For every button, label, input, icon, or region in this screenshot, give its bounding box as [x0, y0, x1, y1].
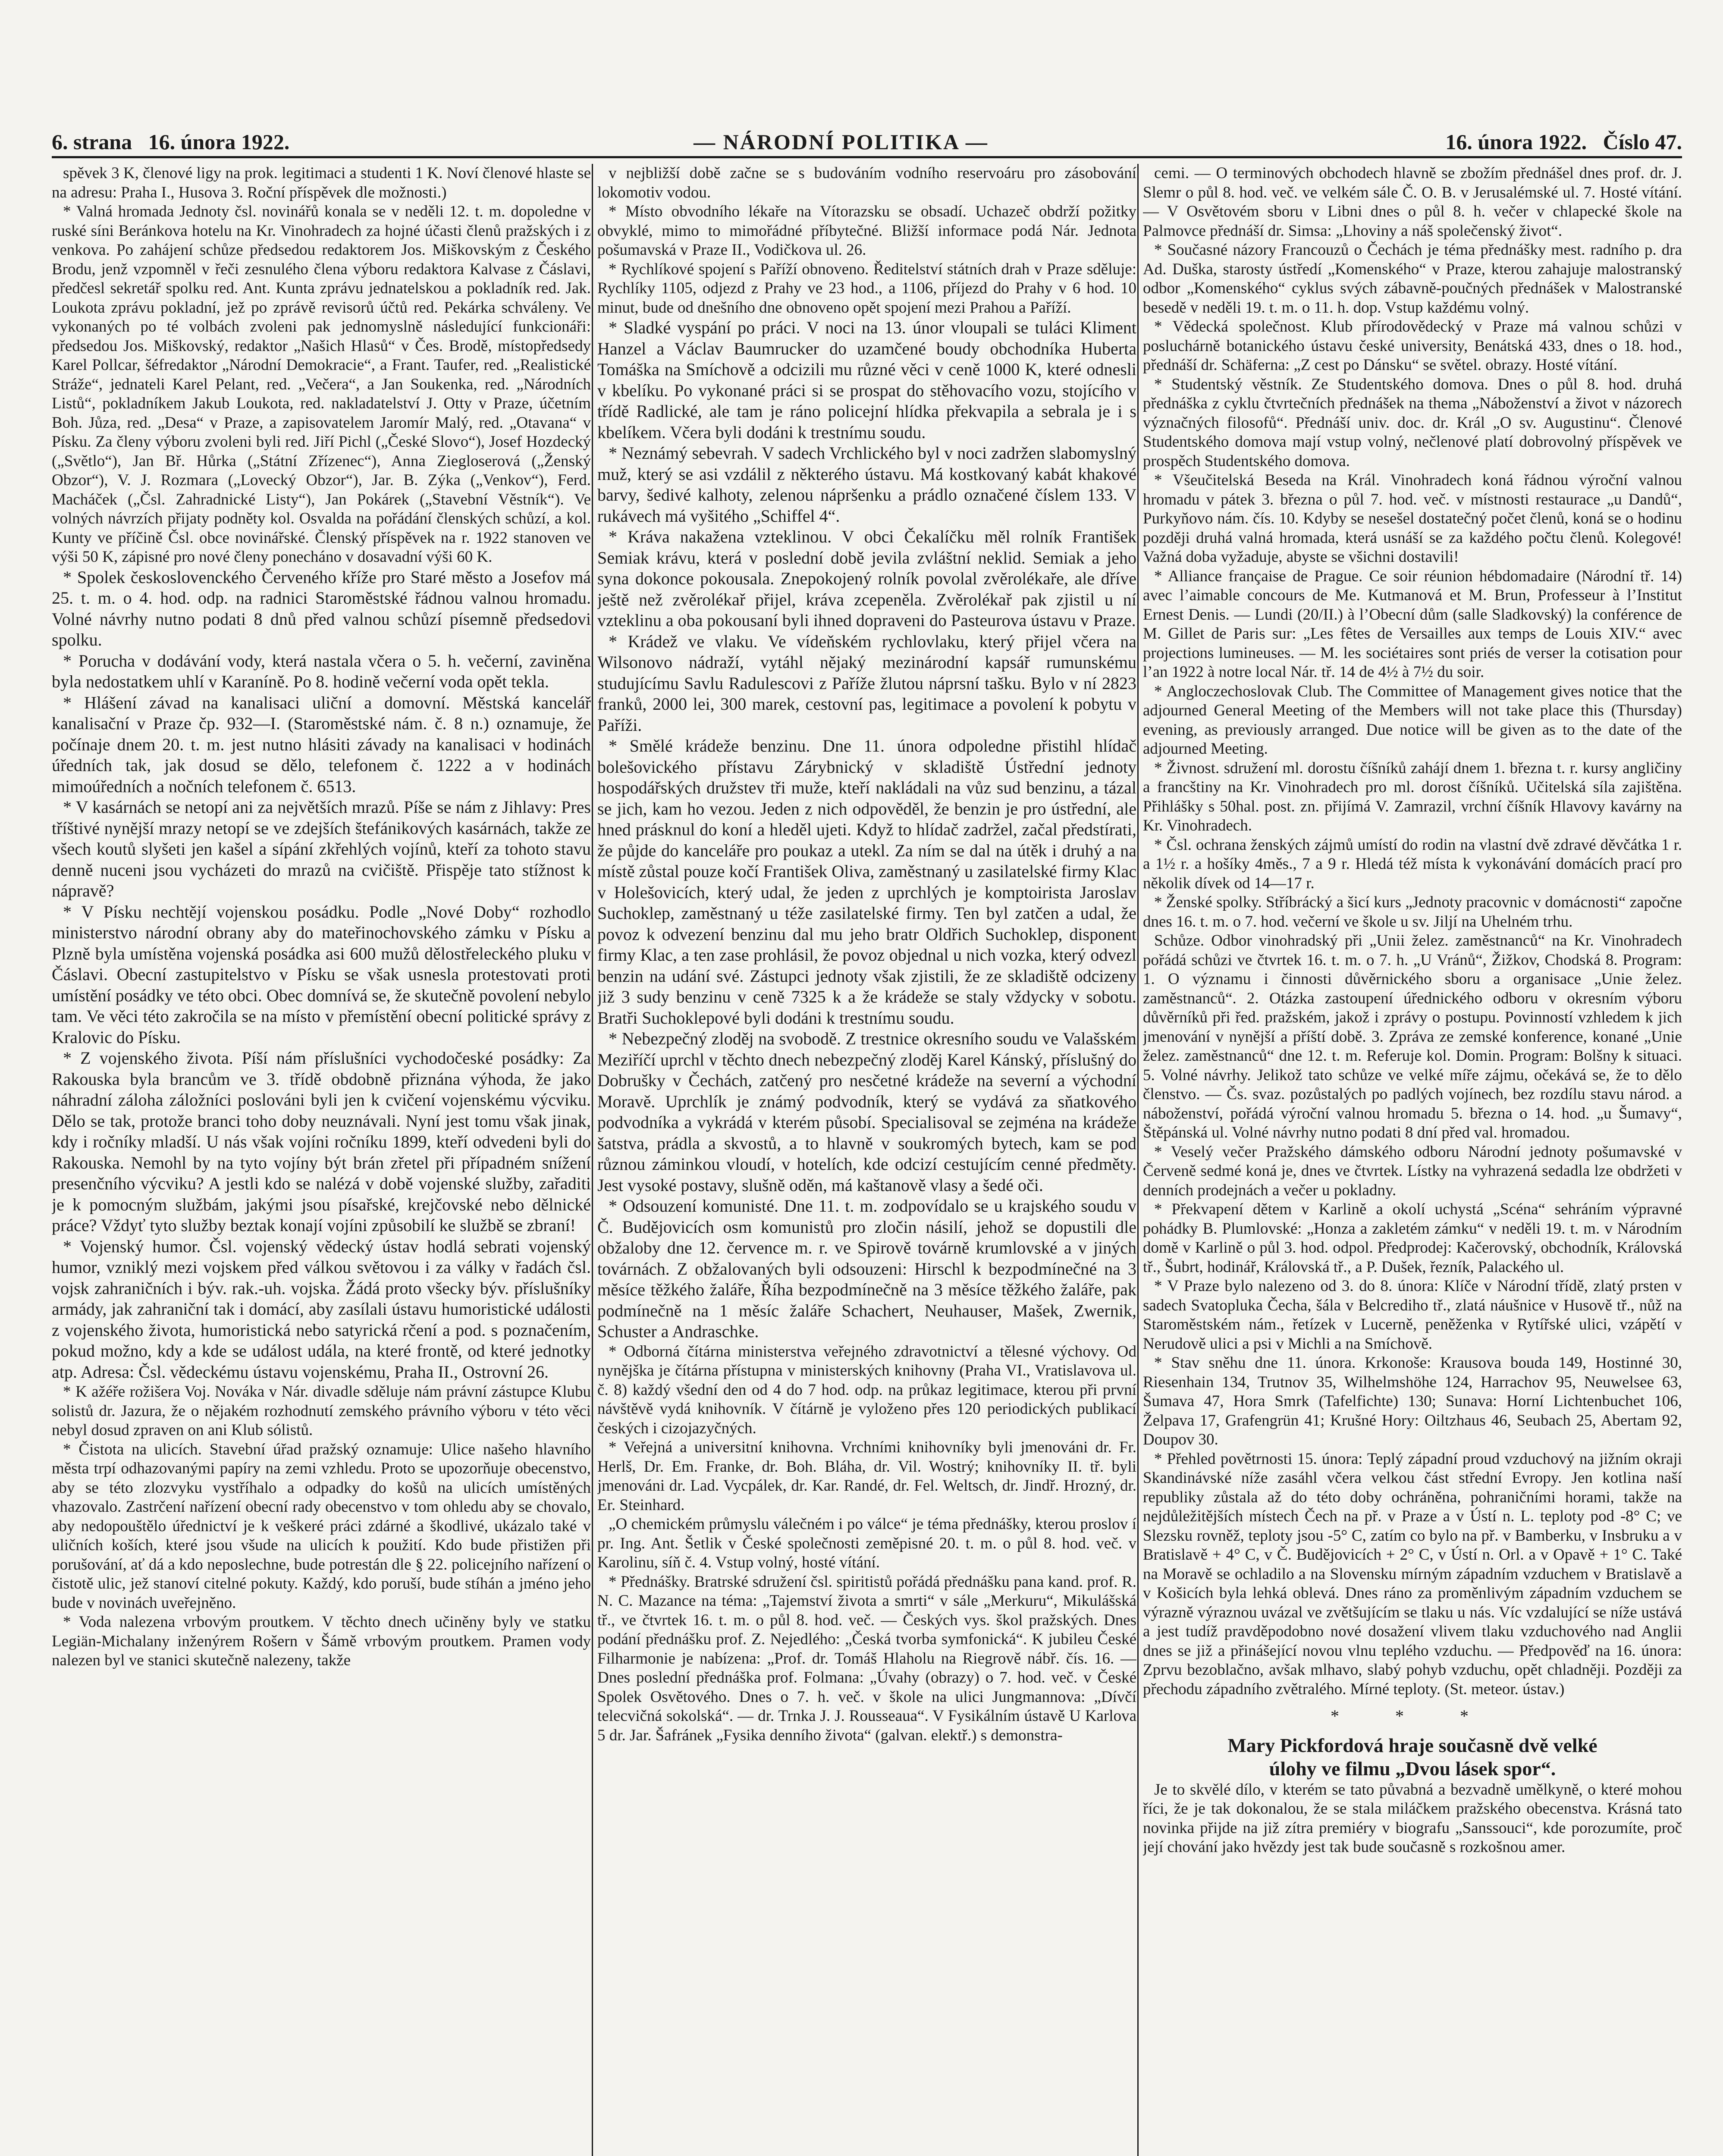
- article-paragraph: * Sladké vyspání po práci. V noci na 13. únor vloupali se tuláci Kliment Hanzel a Václav Baumrucker do uzamčené boudy obchodníka Huberta Tomáška na Smíchově a odcizili mu různé věci v ceně 1000 K, které odnesli v kbelíku. Po vykonané práci si se prospat do stěhovacího vozu, stojícího v třídě Radlické, ale tam je ráno policejní hlídka překvapila a sebrala je i s kbelíkem. Včera byli dodáni k trestnímu soudu.: [597, 318, 1136, 442]
- article-paragraph: * Stav sněhu dne 11. února. Krkonoše: Krausova bouda 149, Hostinné 30, Riesenhain 134, Trutnov 35, Wilhelmshöhe 124, Harrachov 95, Neuwelsee 63, Šumava 47, Hora Smrk (Tafelfichte) 130; Sunava: Horní Lichtenbuchet 106, Želpava 17, Grafengrün 41; Krušné Hory: Oiltzhaus 46, Seubach 25, Abertam 92, Doupov 30.: [1143, 1354, 1682, 1448]
- article-paragraph: * Čistota na ulicích. Stavební úřad pražský oznamuje: Ulice našeho hlavního města trpí odhazovanými papíry na zemi vzhledu. Proto se upozorňuje obecenstvo, aby se této zlozvyku vystříhalo a odpadky do košů na ulicích umístěných vhazovalo. Zastrčení nařízení obecní rady obecenstvo v tom ohledu aby se chovalo, aby nedopouštělo úřednictví je k veškeré práci zdárné a škodlivé, ukázalo také v uličních koších, které jsou všude na ulicích k použití. Kdo bude přistižen při porušování, ať dá a kdo neposlechne, bude potrestán dle § 22. policejního nařízení o čistotě ulic, jež stanoví citelné pokuty. Každý, kdo poruší, bude stíhán a jméno jeho bude v novinách uveřejněno.: [52, 1440, 591, 1612]
- article-paragraph: * Překvapení dětem v Karlině a okolí uchystá „Scéna“ sehráním výpravné pohádky B. Plumlovské: „Honza a zakletém zámku“ v neděli 19. t. m. v Národním domě v Karlině o půl 3. hod. odpol. Předprodej: Kačerovský, obchodník, Královská tř., Šubrt, hodinář, Královská tř., a P. Dušek, řezník, Palackého ul.: [1143, 1200, 1682, 1276]
- article-paragraph: * Přednášky. Bratrské sdružení čsl. spiritistů pořádá přednášku pana kand. prof. R. N. C. Mazance na téma: „Tajemství života a smrti“ v sále „Merkuru“, Mikulášská tř., ve čtvrtek 16. t. m. o půl 8. hod. več. — Českých vys. škol pražských. Dnes podání přednášku prof. Z. Nejedlého: „Česká tvorba symfonická“. K jubileu České Filharmonie je nabízena: „Prof. dr. Tomáš Hlaholu na Riegrově nábř. čís. 16. — Dnes poslední přednáška prof. Folmana: „Úvahy (obrazy) o 7. hod. več. v České Spolek Osvětového. Dnes o 7. h. več. v škole na ulici Jungmannova: „Dívčí telecvičná sokolská“. — dr. Trnka J. J. Rousseaua“. V Fysikálním ústavě U Karlova 5 dr. Jar. Šafránek „Fysika denního života“ (galvan. elektř.) s demonstra-: [597, 1573, 1136, 1744]
- article-paragraph: * Smělé krádeže benzinu. Dne 11. února odpoledne přistihl hlídač bolešovického přístavu Zárybnický v skladiště Ústřední jednoty hospodářských družstev tři muže, kteří nakládali na vůz sud benzinu, a tázal se jich, kam ho vezou. Jeden z nich odpověděl, že benzin je pro ústřední, ale hned prásknul do koní a hleděl ujeti. Když to hlídač zadržel, začal předstírati, že půjde do kanceláře pro poukaz a utekl. Za ním se dal na útěk i druhý a na místě zůstal pouze kočí František Oliva, zaměstnaný u zasilatelské firmy Klac v Holešovicích, který udal, že jeden z uprchlých je komptoirista Jaroslav Suchoklep, zaměstnaný u téže zasilatelské firmy. Ten byl zatčen a udal, že povoz k odvezení benzinu dal mu jeho bratr Oldřich Suchoklep, disponent firmy Klac, a ten zase prohlásil, že povoz objednal u nich vozka, který odvezl benzin na udání své. Zástupci jednoty však zjistili, že ze skladiště odcizeny již 3 sudy benzinu v ceně 7325 k a že krádeže se staly vždycky v sobotu. Bratři Suchoklepové byli dodáni k trestnímu soudu.: [597, 736, 1136, 1028]
- article-paragraph: * Živnost. sdružení ml. dorostu číšníků zahájí dnem 1. března t. r. kursy angličiny a francštiny na Kr. Vinohradech pro ml. dorost číšníků. Učitelská síla zajištěna. Přihlášky s 50hal. post. zn. přijímá V. Zamrazil, vrchní číšník Hlavovy kavárny na Kr. Vinohradech.: [1143, 759, 1682, 834]
- article-paragraph: * Alliance française de Prague. Ce soir réunion hébdomadaire (Národní tř. 14) avec l’aimable concours de Me. Kutmanová et M. Brun, Professeur à l’Institut Ernest Denis. — Lundi (20/II.) à l’Obecní dům (salle Sladkovský) la conférence de M. Gillet de Paris sur: „Les fêtes de Versailles aux temps de Louis XIV.“ avec projections lumineuses. — M. les sociétaires sont priés de verser la cotisation pour l’an 1922 à notre local Nár. tř. 14 de 4½ à 7½ du soir.: [1143, 567, 1682, 681]
- article-paragraph: * Odborná čítárna ministerstva veřejného zdravotnictví a tělesné výchovy. Od nynějška je čítárna přístupna v ministerských knihovny (Praha VI., Vratislavova ul. č. 8) každý všední den od 4 do 7 hod. odp. na průkaz legitimace, kterou při první návštěvě vydá knihovník. V čítárně je vyloženo přes 120 periodických publikací českých i cizojazyčných.: [597, 1342, 1136, 1437]
- column-3: [1143, 164, 1682, 2156]
- newspaper-title: — NÁRODNÍ POLITIKA —: [694, 130, 989, 154]
- article-paragraph: * V kasárnách se netopí ani za největších mrazů. Píše se nám z Jihlavy: Pres tříštivé nynější mrazy netopí se ve zdejších štefánikových kasárnách, takže ze všech koutů slyšeti jen kašel a sípání zkřehlých vojínů, kteří za tohoto stavu denně nuceni jsou vycházeti do mrazů na cvičiště. Přispěje tato stížnost k nápravě?: [52, 797, 591, 900]
- column-divider-2: [1137, 164, 1139, 2156]
- article-paragraph: „O chemickém průmyslu válečném i po válce“ je téma přednášky, kterou proslov í pr. Ing. Ant. Šetlik v České společnosti zeměpisné 20. t. m. o půl 8. hod. več. v Karolinu, síň č. 4. Vstup volný, hosté vítání.: [597, 1515, 1136, 1571]
- column-1: [52, 164, 591, 2156]
- article-paragraph: * Porucha v dodávání vody, která nastala včera o 5. h. večerní, zaviněna byla nedostatkem uhlí v Karaníně. Po 8. hodině večerní voda opět tekla.: [52, 651, 591, 691]
- article-paragraph: * Hlášení závad na kanalisaci uliční a domovní. Městská kancelář kanalisační v Praze čp. 932—I. (Staroměstské nám. č. 8 n.) oznamuje, že počínaje dnem 20. t. m. jest nutno hlásiti závady na kanalisaci v hodinách úředních tak, jak dosud se dělo, telefonem č. 1222 a v hodinách mimoúředních a nočních telefonem č. 6513.: [52, 693, 591, 796]
- page-number: 6. strana: [52, 130, 132, 154]
- issue-number: Číslo 47.: [1603, 130, 1682, 154]
- article-paragraph: * Kráva nakažena vzteklinou. V obci Čekalíčku měl rolník František Semiak krávu, která v poslední době jevila zvláštní neklid. Semiak a jeho syna dokonce pokousala. Znepokojený rolník povolal zvěrolékaře, ale dříve ještě než zvěrolékař přijel, kráva zcepeněla. Zvěrolékař pak zjistil u ní vzteklinu a oba pokousaní byli ihned dopraveni do Pasteurova ústavu v Praze.: [597, 527, 1136, 630]
- article-paragraph: * Odsouzení komunisté. Dne 11. t. m. zodpovídalo se u krajského soudu v Č. Budějovicích osm komunistů pro zločin násilí, jehož se dopustili dle obžaloby dne 12. července m. r. ve Spirově továrně krumlovské a v jiných továrnách. Z obžalovaných byli odsouzeni: Hirschl k bezpodmínečné na 3 měsíce těžkého žaláře, Říha bezpodmínečně na 3 měsíce těžkého žaláře, pak podmínečně na 1 měsíc žaláře Schachert, Neuhauser, Mašek, Zwernik, Schuster a Andraschke.: [597, 1196, 1136, 1341]
- article-paragraph: * Voda nalezena vrbovým proutkem. V těchto dnech učiněny byly ve statku Legiän-Michalany inženýrem Rošern v Šámě vrbovým proutkem. Pramen vody nalezen byl ve stanici skutečně nalezeny, takže: [52, 1613, 591, 1669]
- article-paragraph: * Valná hromada Jednoty čsl. novinářů konala se v neděli 12. t. m. dopoledne v ruské síni Beránkova hotelu na Kr. Vinohradech za hojné účasti členů pražských i z venkova. Po zahájení schůze předsedou redaktorem Jos. Miškovským z Českého Brodu, jenž vzpomněl v řeči zesnulého člena výboru redaktora Kalvase z Čáslavi, předčesl sekretář spolku red. Ant. Kunta zprávu jednatelskou a pokladník red. Jak. Loukota zprávu pokladní, jež po zprávě revisorů účtů red. Pekárka schváleny. Ve vykonaných po té volbách zvoleni pak jednomyslně následující funkcionáři: předsedou Jos. Miškovský, redaktor „Našich Hlasů“ v Čes. Brodě, místopředsedy Karel Pollcar, šéfredaktor „Národní Demokracie“, a Frant. Taufer, red. „Realistické Stráže“, jednateli Karel Pelant, red. „Večera“, a Jan Soukenka, red. „Národních Listů“, pokladníkem Jakub Loukota, red. nakladatelství J. Otty v Praze, účetním Boh. Jůza, red. „Desa“ v Praze, a zapisovatelem Jaromír Malý, red. „Otavana“ v Písku. Za členy výboru zvoleni byli red. Jiří Pichl („České Slovo“), Josef Hozdecký („Světlo“), Jan Bř. Hůrka („Státní Zřízenec“), Anna Ziegloserová („Ženský Obzor“), V. J. Rozmara („Lovecký Obzor“), Jar. B. Zýka („Venkov“), Ferd. Macháček („Čsl. Zahradnické Listy“), Jan Pokárek („Stavební Věstník“). Ve volných návrzích přijaty podněty kol. Osvalda na pořádání členských schůzí, a kol. Kunty ve příčině Čsl. obce novinářské. Členský příspěvek na r. 1922 stanoven ve výši 50 K, zápisné pro nové členy ponecháno v dosavadní výši 60 K.: [52, 203, 591, 566]
- masthead-left: [52, 129, 289, 154]
- section-separator: * * *: [1331, 1706, 1494, 1726]
- article-paragraph: * Rychlíkové spojení s Paříží obnoveno. Ředitelství státních drah v Praze sděluje: Rychlíky 1105, odjezd z Prahy ve 23 hod., a 1106, příjezd do Prahy v 6 hod. 10 minut, bude od dnešního dne obnoveno opět spojení mezi Prahou a Paříží.: [597, 260, 1136, 317]
- column-divider-1: [592, 164, 593, 2156]
- article-paragraph: v nejbližší době začne se s budováním vodního reservoáru pro zásobování lokomotiv vodou.: [597, 164, 1136, 201]
- article-paragraph: * Angloczechoslovak Club. The Committee of Management gives notice that the adjourned General Meeting of the Members will not take place this (Thursday) evening, as previously arranged. Due notice will be given as to the date of the adjourned Meeting.: [1143, 682, 1682, 758]
- article-paragraph: * Ženské spolky. Stříbrácký a šicí kurs „Jednoty pracovnic v domácnosti“ započne dnes 16. t. m. o 7. hod. večerní ve škole u sv. Jiljí na Uhelném trhu.: [1143, 893, 1682, 931]
- masthead-rule: [52, 156, 1682, 158]
- article-paragraph: Schůze. Odbor vinohradský při „Unii želez. zaměstnanců“ na Kr. Vinohradech pořádá schůzi ve čtvrtek 16. t. m. o 7. h. „U Vránů“, Žižkov, Chodská 8. Program: 1. O významu i činnosti důvěrnického sboru a organisace „Unie želez. zaměstnanců“. 2. Otázka zastoupení úřednického odboru v okresním výboru důvěrníků při řed. pražském, jakož i zprávy o postupu. Povinností vzhledem k jich jmenování v nynější a příští době. 3. Zpráva ze zemské konference, konané „Unie želez. zaměstnanců“ dne 12. t. m. Referuje kol. Domin. Program: Bolšny k situaci. 5. Volné návrhy. Jelikož tato schůze ve velké míře zájmu, očekává se, že to dělo členstvo. — Čs. svaz. pozůstalých po padlých vojínech, bez rozdílu stavu národ. a náboženství, pořádá výroční valnou hromadu 5. března o 14. hod. „u Šumavy“, Štěpánská ul. Volné návrhy nutno podati 8 dní před val. hromadou.: [1143, 932, 1682, 1141]
- article-paragraph: * Místo obvodního lékaře na Vítorazsku se obsadí. Uchazeč obdrží požitky obvyklé, mimo to mimořádné příbytečné. Bližší informace podá Nár. Jednota pošumavská v Praze II., Vodičkova ul. 26.: [597, 203, 1136, 259]
- article-paragraph: * Vědecká společnost. Klub přírodovědecký v Praze má valnou schůzi v posluchárně botanického ústavu české university, Benátská 433, dnes o 18. hod., přednáší dr. Schäferna: „Z cest po Dánsku“ se světel. obrazy. Hosté vítání.: [1143, 318, 1682, 374]
- article-paragraph: * Neznámý sebevrah. V sadech Vrchlického byl v noci zadržen slabomyslný muž, který se asi vzdálil z některého ústavu. Má kostkovaný kabát khakové barvy, šedivé kalhoty, zelenou nápršenku a prádlo označené číslem 133. V rukávech má vyšitého „Schiffel 4“.: [597, 443, 1136, 526]
- article-paragraph: * Přehled povětrnosti 15. února: Teplý západní proud vzduchový na jižním okraji Skandinávské níže zasáhl včera velkou část střední Evropy. Jen kotlina naší republiky zůstala až do této doby ochráněna, pohraničními horami, takže na nejdůležitějších místech Čech na př. v Praze a v Ústí n. L. teploty pod -8° C; ve Slezsku rovněž, teploty jsou -5° C, zatím co bylo na př. v Bamberku, v Insbruku a v Bratislavě + 4° C, v Č. Budějovicích + 2° C, v Ústí n. Orl. a v Opavě + 1° C. Také na Moravě se ochladilo a na Slovensku mírným západním vzduchem v Bratislavě a v Košicích byla lehká oblevá. Dnes ráno za proměnlivým západním vzduchem se výrazně výraznou uvázal ve zvětšujícím se tlaku u nás. Víc vzdalující se níže ustává a jest tudíž pravděpodobno nové dosažení vlivem tlaku vzduchového nad Anglii dnes se již a přinášející novou vlnu teplého vzduchu. — Předpověď na 16. února: Zprvu bezoblačno, avšak mlhavo, slabý pohyb vzduchu, opět chladněji. Později za přechodu západního zvětralého. Mírné teploty. (St. meteor. ústav.): [1143, 1450, 1682, 1698]
- article-paragraph: * V Praze bylo nalezeno od 3. do 8. února: Klíče v Národní třídě, zlatý prsten v sadech Svatopluka Čecha, šála v Belcrediho tř., zlatá náušnice v Husově tř., nůž na Staroměstském nám., řetízek v Lucerně, peněženka v Rytířské ulici, vzápětí v Nerudově ulici a psi v Michli a na Smíchově.: [1143, 1277, 1682, 1353]
- article-paragraph: * Nebezpečný zloděj na svobodě. Z trestnice okresního soudu ve Valašském Meziříčí uprchl v těchto dnech nebezpečný zloděj Karel Kánský, příslušný do Dobrušky v Čechách, zatčený pro nesčetné krádeže na severní a východní Moravě. Uprchlík je známý podvodník, který se vydává za sňatkového podvodníka a vykrádá v kterém působí. Specialisoval se zejména na krádeže šatstva, prádla a skvostů, a to hlavně v soukromých bytech, kam se pod různou záminkou vloudí, v hotelích, kde odcizí cestujícím cenné předměty. Jest vysoké postavy, slušně oděn, má kaštanově vlasy a šedé oči.: [597, 1029, 1136, 1195]
- issue-date-right: 16. února 1922.: [1445, 130, 1587, 154]
- article-paragraph: * Všeučitelská Beseda na Král. Vinohradech koná řádnou výroční valnou hromadu v pátek 3. března o půl 7. hod. več. v místnosti restaurace „u Dandů“, Purkyňovo nám. čís. 10. Kdyby se nesešel dostatečný počet členů, koná se o hodinu později druhá valná hromada, která usnáší se za každého počtu členů. Kolegové! Važná doba vyžaduje, abyste se všichni dostavili!: [1143, 471, 1682, 566]
- article-paragraph: * Spolek českoslovenckého Červeného kříže pro Staré město a Josefov má 25. t. m. o 4. hod. odp. na radnici Staroměstské řádnou valnou hromadu. Volné návrhy nutno podati 8 dnů před valnou schůzí písemně předsedovi spolku.: [52, 567, 591, 649]
- article-paragraph: * Vojenský humor. Čsl. vojenský vědecký ústav hodlá sebrati vojenský humor, vzniklý mezi vojskem před válkou světovou i za války v řadách čsl. vojsk zahraničních i býv. rak.-uh. vojska. Žádá proto všecky býv. příslušníky armády, jak zahraniční tak i domácí, aby zasílali ústavu humoristické události z vojenského života, humoristická nebo satyrická rčení a pod. s poznačením, pokud možno, kdy a kde se událost udála, na které frontě, od které jednotky atp. Adresa: Čsl. vědeckému ústavu vojenskému, Praha II., Ostrovní 26.: [52, 1236, 591, 1382]
- article-paragraph: * Studentský věstník. Ze Studentského domova. Dnes o půl 8. hod. druhá přednáška z cyklu čtvrtečních přednášek na thema „Náboženství a život v názorech význačných filosofů“. Přednáší univ. doc. dr. Král „O sv. Augustinu“. Členové Studentského domova mají vstup volný, nečlenové platí dobrovolný příspěvek ve prospěch Studentského domova.: [1143, 375, 1682, 470]
- article-paragraph: * K ažéře rožišera Voj. Nováka v Nár. divadle sděluje nám právní zástupce Klubu solistů dr. Jazura, že o nějakém rozhodnutí zemského právního výboru v této věci nebyl dosud zpraven on ani Klub sólistů.: [52, 1383, 591, 1439]
- column-2: [597, 164, 1136, 2156]
- feature-headline: Mary Pickfordová hraje současně dvě velké: [1227, 1734, 1597, 1756]
- masthead: [52, 129, 1682, 154]
- feature-body: Je to skvělé dílo, v kterém se tato půvabná a bezvadně umělkyně, o které mohou říci, že je tak dokonalou, že se stala miláčkem pražského obecenstva. Krásná tato novinka přijde na již zítra premiéry v biografu „Sanssouci“, kde porozumíte, proč její chování jako hvězdy jest tak bude současně s rozkošnou amer.: [1143, 1780, 1682, 1856]
- article-paragraph: * Z vojenského života. Píší nám příslušníci vychodočeské posádky: Za Rakouska byla brancům ve 3. třídě obdobně přiznána výhoda, že jako náhradní záloha záložníci poslováni byli jen k cvičení vojenskému výcviku. Dělo se tak, protože branci toho doby neuznávali. Nyní jest tomu však jinak, kdy i ročníky mladší. U nás však vojíni ročníku 1899, kteří odvedeni byli do Rakouska. Nemohl by na tyto vojíny být brán zřetel při případném snížení presenčního výcviku? A jestli kdo se nalézá v době vojenské služby, zařaditi je k pomocným službám, jakými jsou písařské, krejčovské nebo dělnické práce? Vždyť tyto služby beztak konají vojíni způsobilí ke službě se zbraní!: [52, 1048, 591, 1235]
- article-paragraph: * Veřejná a universitní knihovna. Vrchními knihovníky byli jmenováni dr. Fr. Herlš, Dr. Em. Franke, dr. Boh. Bláha, dr. Vil. Wostrý; knihovníky II. tř. byli jmenováni dr. Lad. Vycpálek, dr. Kar. Randé, dr. Fel. Weltsch, dr. Jindř. Hrozný, dr. Er. Steinhard.: [597, 1438, 1136, 1514]
- article-paragraph: cemi. — O terminových obchodech hlavně se zbožím přednášel dnes prof. dr. J. Slemr o půl 8. hod. več. ve velkém sále Č. O. B. v Jerusalémské ul. 7. Hosté vítání. — V Osvětovém sboru v Libni dnes o půl 8. h. večer v chlapecké škole na Palmovce přednáší dr. Simsa: „Lhoviny a náš společenský život“.: [1143, 164, 1682, 240]
- article-paragraph: spěvek 3 K, členové ligy na prok. legitimaci a studenti 1 K. Noví členové hlaste se na adresu: Praha I., Husova 3. Roční příspěvek dle možnosti.): [52, 164, 591, 201]
- feature-headline: úlohy ve filmu „Dvou lásek spor“.: [1269, 1757, 1556, 1780]
- article-paragraph: * Současné názory Francouzů o Čechách je téma přednášky mest. radního p. dra Ad. Duška, starosty ústředí „Komenského“ v Praze, kterou zahajuje malostranský odbor „Komenského“ cyklus svých zábavně-poučných přednášek v Malostranské besedě v neděli 19. t. m. o 11. h. dop. Vstup každému volný.: [1143, 241, 1682, 317]
- article-paragraph: * Čsl. ochrana ženských zájmů umístí do rodin na vlastní dvě zdravé děvčátka 1 r. a 1½ r. a hošíky 4měs., 7 a 9 r. Hledá též místa k vykonávání domácích prací pro několik dívek od 14—17 r.: [1143, 836, 1682, 892]
- article-paragraph: * Veselý večer Pražského dámského odboru Národní jednoty pošumavské v Červeně sedmé koná je, dnes ve čtvrtek. Lístky na vyhrazená sedadla lze obdržeti v denních prodejnách a večer u pokladny.: [1143, 1143, 1682, 1199]
- masthead-right: [1445, 129, 1682, 154]
- issue-date: 16. února 1922.: [148, 130, 290, 154]
- article-paragraph: * V Písku nechtějí vojenskou posádku. Podle „Nové Doby“ rozhodlo ministerstvo národní obrany aby do mateřinochovského zámku v Písku a Plzně byla umístěna vojenská posádka asi 600 mužů dělostřeleckého pluku v Čáslavi. Obecní zastupitelstvo v Písku se však usnesla protestovati proti umístění posádky ve této obci. Obec domnívá se, že skutečně povolení nebylo tam. Ve věci této zakročila se na místo v přemístění obecní politické správy z Kralovic do Písku.: [52, 902, 591, 1047]
- article-paragraph: * Krádež ve vlaku. Ve vídeňském rychlovlaku, který přijel včera na Wilsonovo nádraží, vytáhl nějaký mezinárodní kapsář rumunskému studujícímu Savlu Radulescovi z Paříže žlutou náprsní tašku. Bylo v ní 2823 franků, 2000 lei, 300 marek, cestovní pas, legitimace a povolení k pobytu v Paříži.: [597, 631, 1136, 735]
